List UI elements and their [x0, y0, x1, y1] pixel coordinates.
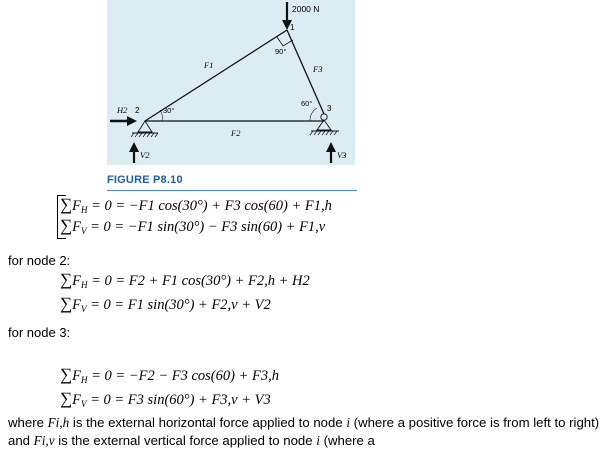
node3-heading: for node 3:: [8, 325, 71, 340]
caption-rule: [107, 190, 357, 191]
description-paragraph: where Fi,h is the external horizontal force applied to node i (where a positive force is from left to right) and Fi,v is the external vertical force applied to node i (where a: [8, 415, 600, 448]
node3-hatch: [310, 131, 337, 135]
member-f3-label: F3: [313, 64, 323, 74]
v3-arrow-head: [326, 142, 336, 152]
node3-vertical-equation: $\sum F_V = 0 = F3$ sin(60°) + F3,v + V3: [60, 389, 271, 409]
figure-caption: FIGURE P8.10: [107, 174, 183, 186]
node1-vertical-equation: $\sum F_V = 0 = -F1$ sin(30°) − F3 sin(60) + F1,v: [60, 216, 326, 236]
h2-label: H2: [117, 105, 128, 115]
node2-hatch: [131, 133, 158, 137]
node2-support: [138, 121, 152, 132]
angle3-label: 60°: [301, 99, 313, 108]
node1-horizontal-equation: $\sum F_H = 0 = -F1$ cos(30°) + F3 cos(60) + F1,h: [60, 195, 332, 215]
angle1-label: 90°: [275, 47, 287, 56]
load-label: 2000 N: [292, 4, 320, 14]
member-f1-label: F1: [204, 60, 214, 70]
truss-diagram: [107, 0, 357, 165]
node2-heading: for node 2:: [8, 253, 71, 268]
node2-horizontal-equation: $\sum F_H = 0 = F2 + F1$ cos(30°) + F2,h + H2: [60, 270, 310, 290]
node1-label: 1: [290, 23, 295, 32]
node2-label: 2: [135, 106, 140, 115]
node2-vertical-equation: $\sum F_V = 0 = F1$ sin(30°) + F2,v + V2: [60, 294, 271, 314]
node3-label: 3: [327, 104, 332, 113]
node3-horizontal-equation: $\sum F_H = 0 = -F2 - F3$ cos(60) + F3,h: [60, 365, 279, 385]
v3-label: V3: [337, 150, 347, 160]
v2-label: V2: [140, 150, 150, 160]
h2-arrow-head: [127, 116, 137, 126]
member-f2-label: F2: [231, 128, 241, 138]
angle2-label: 30°: [163, 106, 175, 115]
v2-arrow-head: [129, 142, 139, 152]
angle3-arc: [310, 108, 317, 121]
